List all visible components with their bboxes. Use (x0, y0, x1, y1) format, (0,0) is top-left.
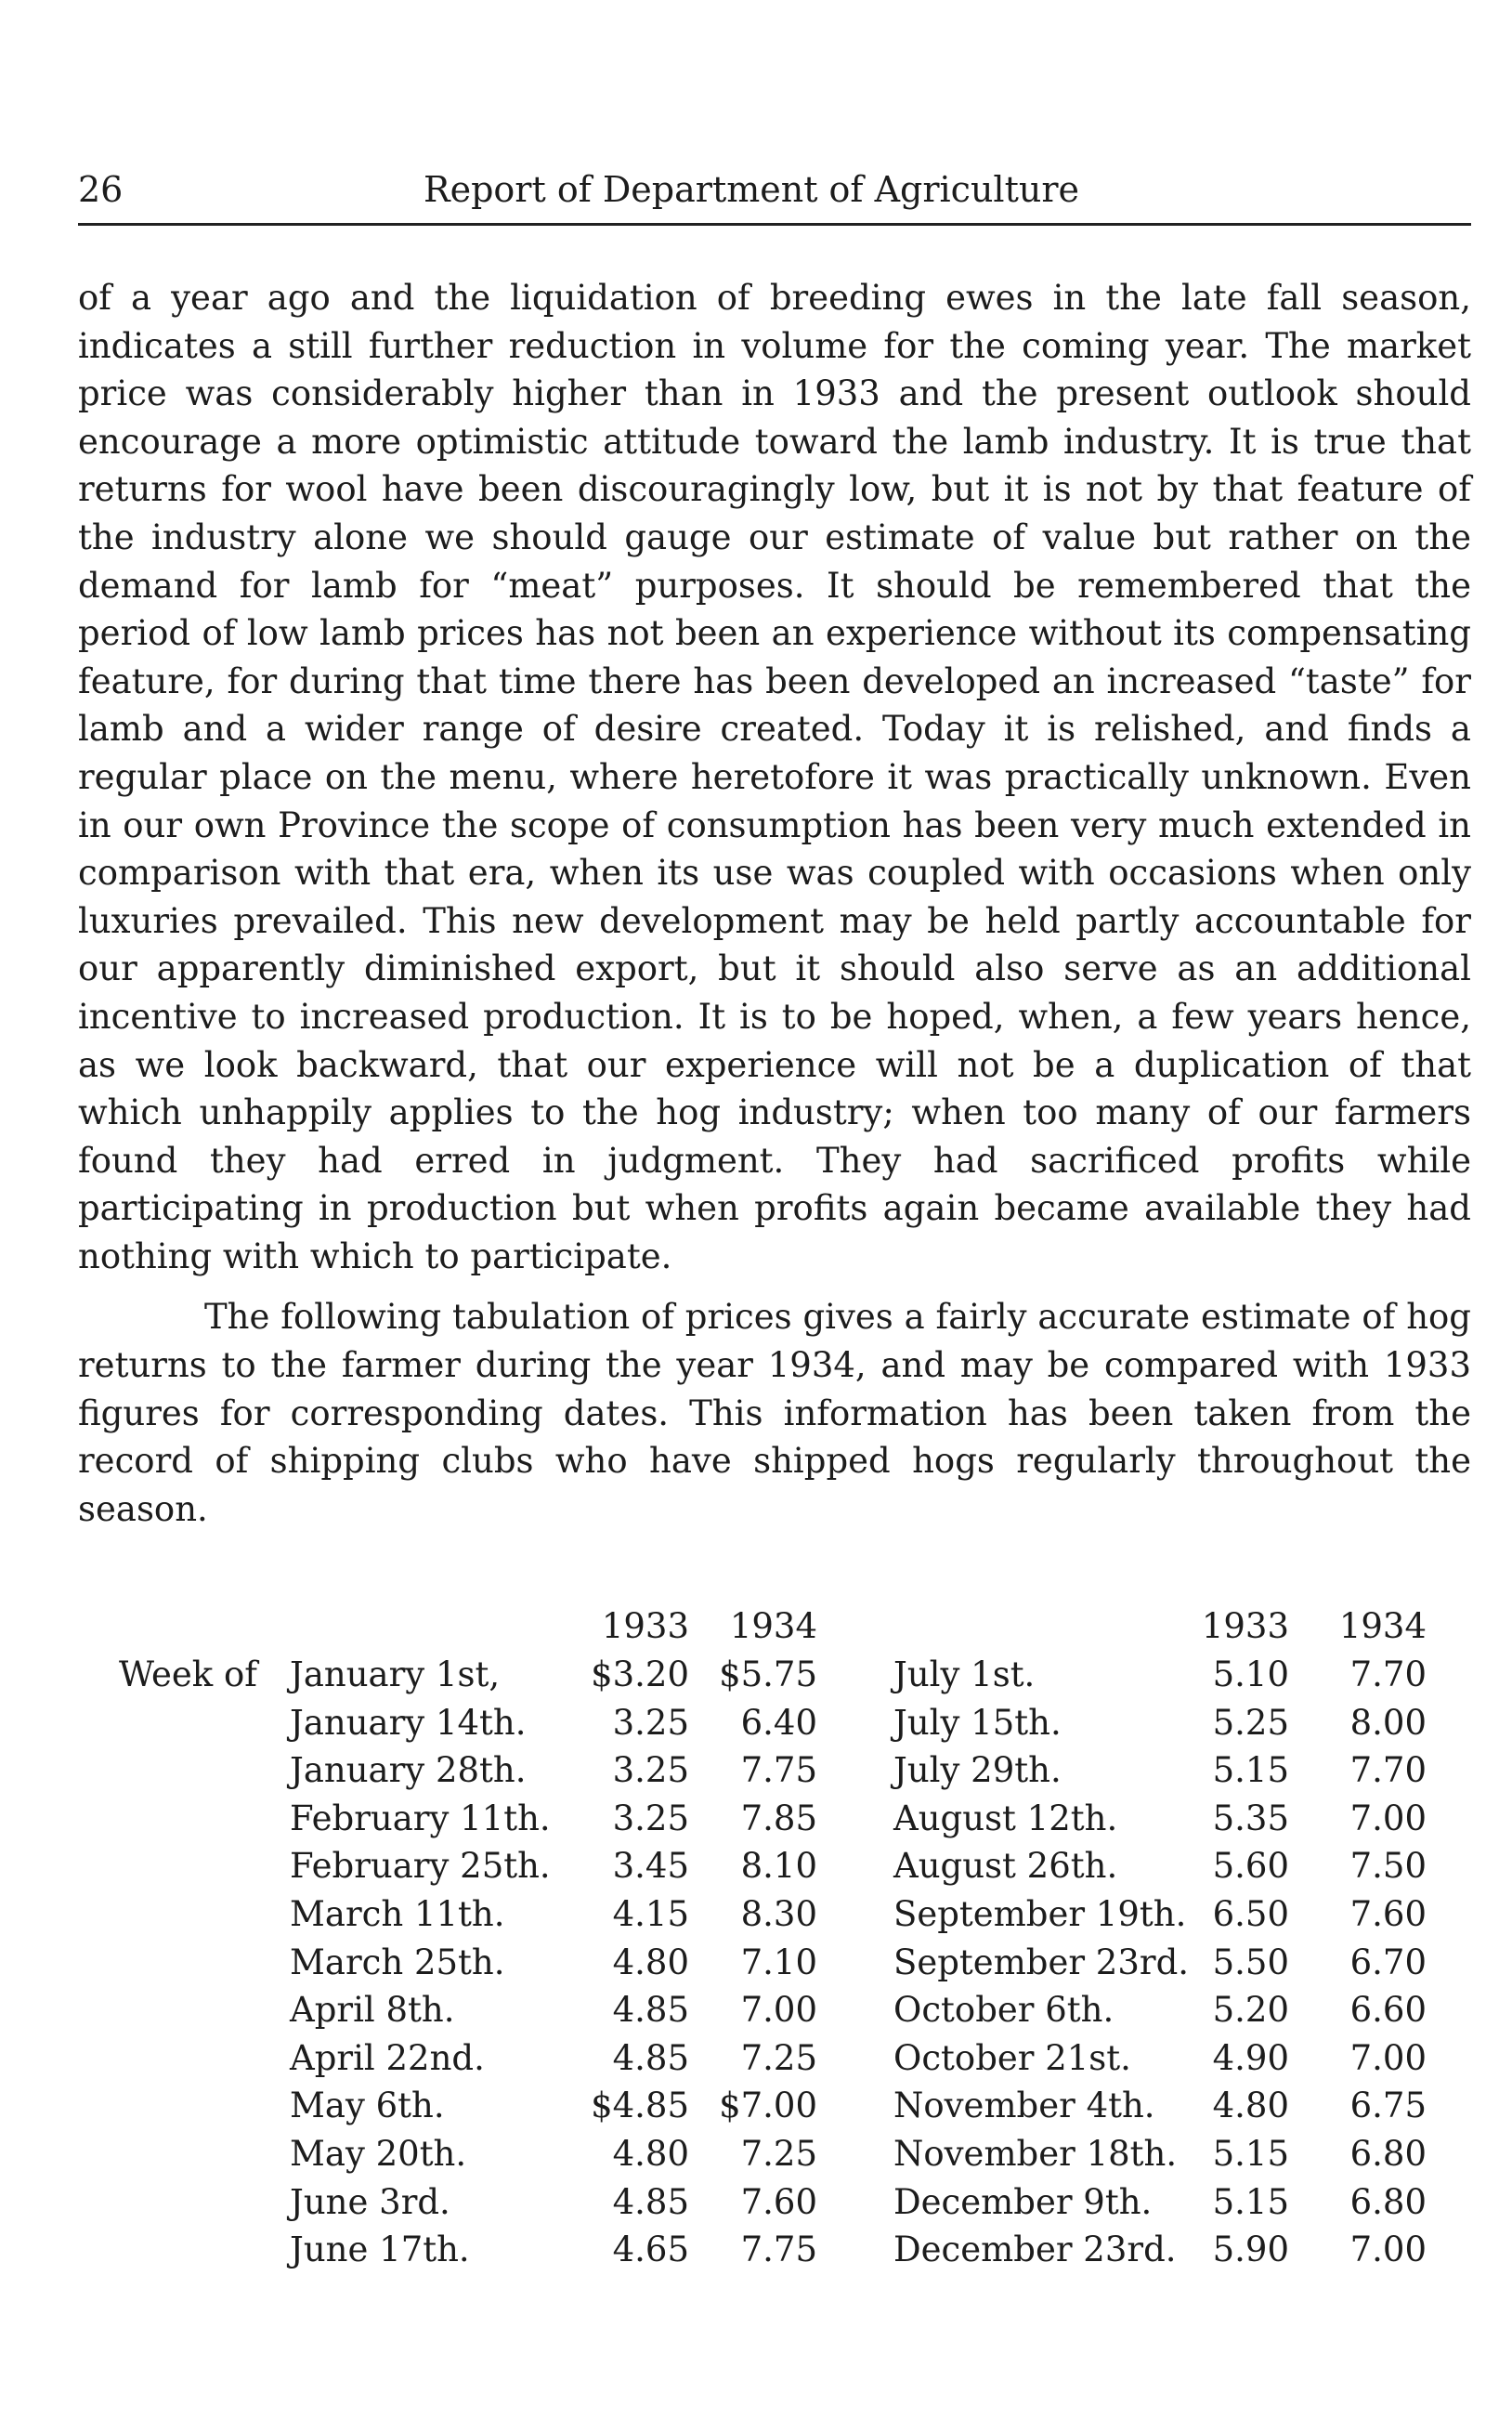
price-1933: 4.80 (612, 2134, 689, 2174)
row-prefix: Week of (119, 1654, 257, 1694)
price-1934: 7.60 (740, 2181, 817, 2222)
price-1934: 6.75 (1349, 2086, 1427, 2126)
price-1933: 5.50 (1212, 1942, 1289, 1982)
price-1934: 7.00 (1349, 2037, 1427, 2078)
week-date: March 11th. (290, 1894, 505, 1934)
week-date: September 23rd. (893, 1942, 1190, 1982)
price-1934: 7.25 (740, 2134, 817, 2174)
price-1934: 8.10 (740, 1846, 817, 1887)
price-1934: 6.80 (1349, 2181, 1427, 2222)
price-1934: 7.60 (1349, 1894, 1427, 1934)
price-1934: 7.00 (1349, 2229, 1427, 2270)
price-1934: 7.85 (740, 1798, 817, 1838)
week-date: November 18th. (893, 2134, 1178, 2174)
week-date: February 25th. (290, 1846, 551, 1887)
price-1934: 7.75 (740, 2229, 817, 2270)
week-date: January 14th. (290, 1702, 527, 1743)
col-header-1933: 1933 (1201, 1606, 1289, 1646)
col-header-1934: 1934 (729, 1606, 817, 1646)
week-date: September 19th. (893, 1894, 1187, 1934)
paragraph: The following tabulation of prices gives a fairly accurate estimate of hog returns to the farmer during the year 1934, and may be compared with 1933 figures for corresponding dates. This information has been taken from the record of shipping clubs who have shipped hogs regularly throughout the season. (78, 1297, 1471, 1529)
price-1933: 4.15 (612, 1894, 689, 1934)
price-1934: $7.00 (719, 2086, 817, 2126)
week-date: October 6th. (893, 1990, 1114, 2031)
week-date: April 8th. (290, 1990, 455, 2031)
price-1934: 7.25 (740, 2037, 817, 2078)
price-1934: $5.75 (719, 1654, 817, 1694)
price-1933: 3.25 (612, 1702, 689, 1743)
week-date: November 4th. (893, 2086, 1155, 2126)
price-1933: 5.25 (1212, 1702, 1289, 1743)
week-date: January 28th. (290, 1750, 527, 1791)
price-1934: 6.70 (1349, 1942, 1427, 1982)
price-1934: 7.70 (1349, 1654, 1427, 1694)
price-1933: 5.15 (1212, 1750, 1289, 1791)
price-1933: 5.10 (1212, 1654, 1289, 1694)
week-date: August 26th. (893, 1846, 1118, 1887)
price-1933: 4.65 (612, 2229, 689, 2270)
price-1934: 7.00 (740, 1990, 817, 2031)
week-date: May 20th. (290, 2134, 467, 2174)
price-1934: 6.80 (1349, 2134, 1427, 2174)
price-1933: 5.15 (1212, 2181, 1289, 2222)
price-1933: 4.85 (612, 1990, 689, 2031)
price-1933: 4.85 (612, 2181, 689, 2222)
price-1933: 3.25 (612, 1798, 689, 1838)
price-1934: 8.00 (1349, 1702, 1427, 1743)
week-date: June 3rd. (290, 2181, 450, 2222)
week-date: July 1st. (893, 1654, 1036, 1694)
week-date: August 12th. (893, 1798, 1118, 1838)
week-date: April 22nd. (290, 2037, 485, 2078)
paragraph: of a year ago and the liquidation of breeding ewes in the late fall season, indicates a still further reduction in volume for the coming year. The market price was considerably higher than in 1933 and the present outlook should encourage a more optimistic attitude toward the lamb industry. It is true that returns for wool have been discouragingly low, but it is not by that feature of the industry alone we should gauge our estimate of value but rather on the demand for lamb for “meat” purposes. It should be remembered that the period of low lamb prices has not been an experience without its compensating feature, for during that time there has been developed an increased “taste” for lamb and a wider range of desire created. Today it is relished, and finds a regular place on the menu, where heretofore it was practically unknown. Even in our own Province the scope of consumption has been very much extended in comparison with that era, when its use was coupled with occasions when only luxuries prevailed. This new development may be held partly accountable for our apparently diminished export, but it should also serve as an additional incentive to increased production. It is to be hoped, when, a few years hence, as we look backward, that our experience will not be a duplication of that which unhappily applies to the hog industry; when too many of our farmers found they had erred in judgment. They had sacrificed profits while participating in production but when profits again became available they had nothing with which to participate. (78, 278, 1471, 1276)
price-1933: 5.15 (1212, 2134, 1289, 2174)
price-1933: 5.35 (1212, 1798, 1289, 1838)
week-date: June 17th. (290, 2229, 470, 2270)
week-date: July 29th. (893, 1750, 1062, 1791)
price-1934: 7.70 (1349, 1750, 1427, 1791)
price-1934: 6.60 (1349, 1990, 1427, 2031)
price-1933: 4.85 (612, 2037, 689, 2078)
price-1933: 4.80 (612, 1942, 689, 1982)
price-1934: 7.10 (740, 1942, 817, 1982)
week-date: October 21st. (893, 2037, 1131, 2078)
price-1934: 7.75 (740, 1750, 817, 1791)
page-number: 26 (78, 169, 124, 210)
price-1933: 3.45 (612, 1846, 689, 1887)
running-title: Report of Department of Agriculture (424, 169, 1079, 210)
price-1933: 5.20 (1212, 1990, 1289, 2031)
price-1933: 4.90 (1212, 2037, 1289, 2078)
price-1934: 7.00 (1349, 1798, 1427, 1838)
col-header-1934: 1934 (1338, 1606, 1427, 1646)
col-header-1933: 1933 (601, 1606, 689, 1646)
week-date: May 6th. (290, 2086, 445, 2126)
price-1933: $3.20 (591, 1654, 689, 1694)
price-1933: 5.90 (1212, 2229, 1289, 2270)
price-1933: 4.80 (1212, 2086, 1289, 2126)
week-date: July 15th. (893, 1702, 1062, 1743)
week-date: December 23rd. (893, 2229, 1177, 2270)
week-date: December 9th. (893, 2181, 1153, 2222)
price-1934: 8.30 (740, 1894, 817, 1934)
price-1933: $4.85 (591, 2086, 689, 2126)
price-1934: 7.50 (1349, 1846, 1427, 1887)
week-date: March 25th. (290, 1942, 505, 1982)
price-1933: 6.50 (1212, 1894, 1289, 1934)
price-1933: 3.25 (612, 1750, 689, 1791)
price-1933: 5.60 (1212, 1846, 1289, 1887)
price-1934: 6.40 (740, 1702, 817, 1743)
week-date: January 1st, (290, 1654, 501, 1694)
week-date: February 11th. (290, 1798, 551, 1838)
